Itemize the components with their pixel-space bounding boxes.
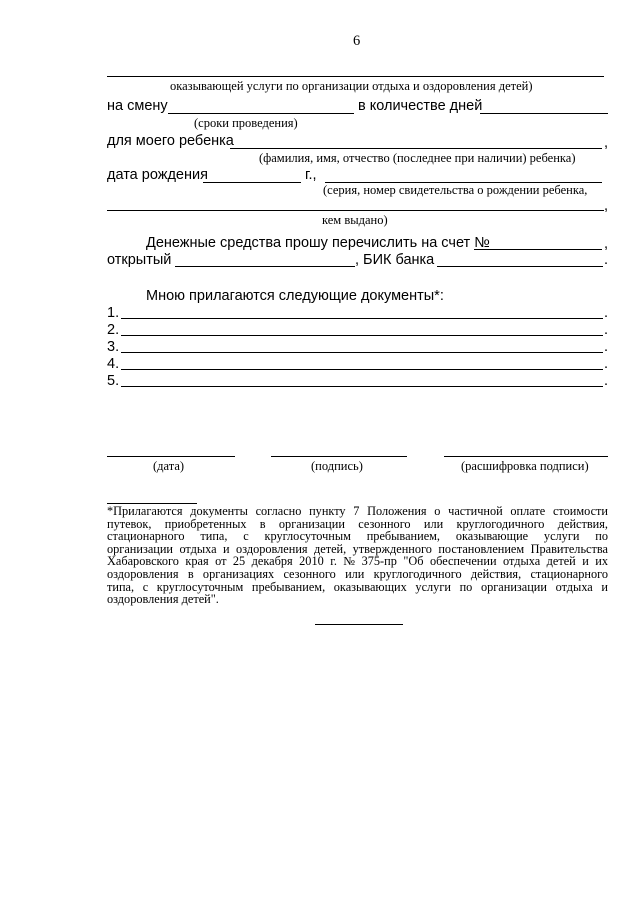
footnote-line: оздоровления детей". — [107, 592, 219, 607]
issued-by-line[interactable] — [107, 210, 604, 211]
footnote — [107, 505, 608, 606]
date-caption: (дата) — [153, 459, 185, 473]
opened-label: открытый — [107, 252, 172, 268]
issued-by-caption: кем выдано) — [322, 213, 388, 227]
issued-comma: , — [604, 198, 609, 214]
document-item-line[interactable] — [121, 335, 603, 336]
footnote-line: организации отдыха и оздоровления детей, утвержденного постановлением Правительства — [107, 541, 608, 556]
bank-name-line[interactable] — [175, 266, 355, 267]
document-item-line[interactable] — [121, 386, 603, 387]
shift-dates-caption: (сроки проведения) — [194, 116, 298, 130]
documents-heading: Мною прилагаются следующие документы*: — [146, 288, 444, 304]
birth-date-label: дата рождения — [107, 167, 208, 183]
organization-caption: оказывающей услуги по организации отдыха и оздоровления детей) — [170, 79, 533, 93]
footnote-line: стационарного типа, с круглосуточным пребыванием, оказывающие услуги по — [107, 529, 608, 544]
bik-period: . — [604, 252, 609, 268]
document-item-period: . — [604, 356, 609, 372]
footnote-line: Хабаровского края от 25 декабря 2010 г. № 375-пр "Об обеспечении отдыха детей и их — [107, 554, 608, 569]
payment-text: Денежные средства прошу перечислить на счет № — [146, 235, 490, 251]
footnote-line: типа, с круглосуточным пребыванием, оказывающих услуги по организации отдыха и — [107, 579, 608, 594]
document-item-line[interactable] — [121, 369, 603, 370]
footnote-line: *Прилагаются документы согласно пункту 7 Положения о частичной оплате стоимости — [107, 504, 608, 518]
bik-line[interactable] — [437, 266, 603, 267]
date-line[interactable] — [107, 456, 235, 457]
footnote-line: оздоровления в организациях сезонного или круглогодичного действия, стационарного — [107, 566, 608, 581]
birth-year-suffix: г., — [305, 167, 317, 183]
document-item-period: . — [604, 305, 609, 321]
birth-date-line[interactable] — [203, 182, 301, 183]
page-number: 6 — [353, 33, 361, 49]
closing-separator — [315, 624, 403, 625]
shift-dates-line[interactable] — [168, 113, 354, 114]
days-count-line[interactable] — [480, 113, 608, 114]
certificate-caption: (серия, номер свидетельства о рождении ребенка, — [323, 183, 588, 197]
account-comma: , — [604, 236, 609, 252]
document-item-number: 3. — [107, 339, 120, 355]
document-item-line[interactable] — [121, 318, 603, 319]
document-item-number: 4. — [107, 356, 120, 372]
signature-caption: (подпись) — [311, 459, 363, 473]
document-item-line[interactable] — [121, 352, 603, 353]
document-item-period: . — [604, 322, 609, 338]
document-item-number: 2. — [107, 322, 120, 338]
footnote-line: путевок, приобретенных в организации сезонного или круглогодичного действия, — [107, 516, 608, 531]
child-name-caption: (фамилия, имя, отчество (последнее при наличии) ребенка) — [259, 151, 576, 165]
bik-label: , БИК банка — [355, 252, 435, 268]
child-name-line[interactable] — [230, 148, 602, 149]
document-item-period: . — [604, 373, 609, 389]
child-label: для моего ребенка — [107, 133, 234, 149]
document-item-number: 5. — [107, 373, 120, 389]
child-comma: , — [604, 135, 609, 151]
document-item-number: 1. — [107, 305, 120, 321]
days-label: в количестве дней — [358, 98, 483, 114]
account-number-line[interactable] — [474, 249, 602, 250]
signature-decode-caption: (расшифровка подписи) — [461, 459, 589, 473]
organization-line[interactable] — [107, 76, 604, 77]
signature-line[interactable] — [271, 456, 407, 457]
document-item-period: . — [604, 339, 609, 355]
signature-decode-line[interactable] — [444, 456, 608, 457]
shift-label: на смену — [107, 98, 168, 114]
